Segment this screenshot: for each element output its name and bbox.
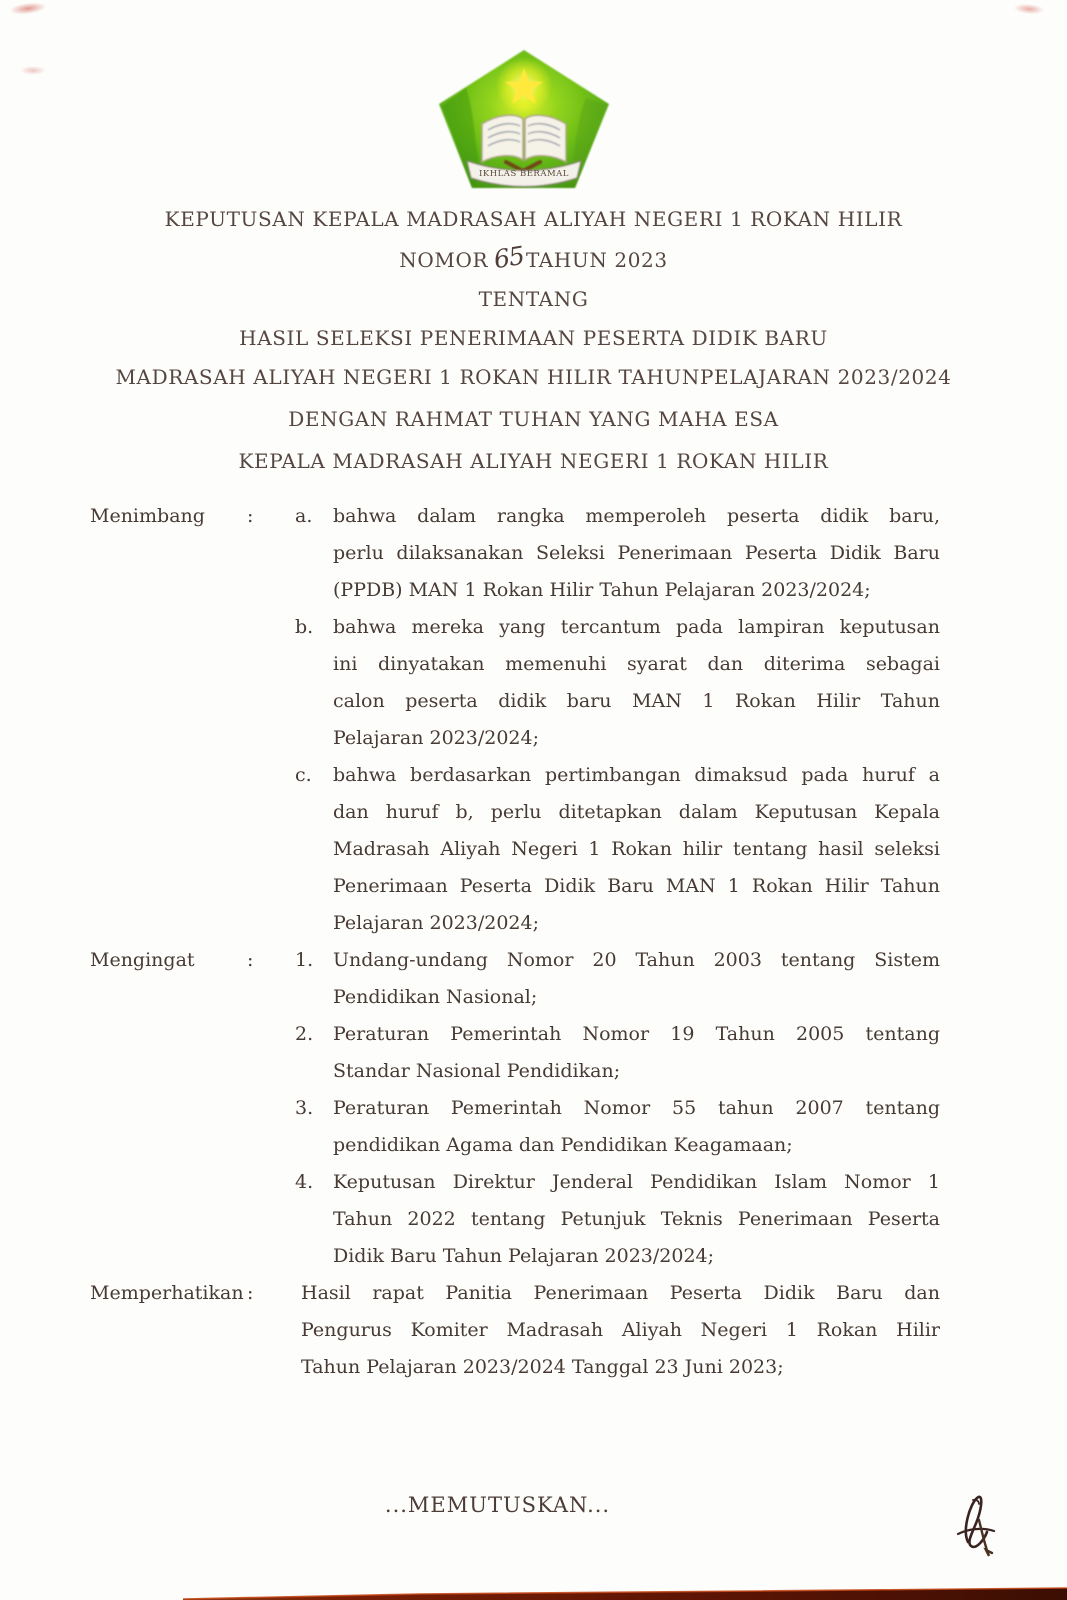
nomor-prefix: NOMOR xyxy=(399,248,489,272)
text-line: Didik Baru Tahun Pelajaran 2023/2024; xyxy=(333,1245,715,1267)
text-line: Standar Nasional Pendidikan; xyxy=(333,1060,621,1082)
scan-artifact-top-right xyxy=(1014,3,1045,16)
item-marker: 2. xyxy=(295,1023,314,1045)
item-marker: 1. xyxy=(295,949,314,971)
scan-artifact-bottom-edge xyxy=(0,1580,1067,1600)
decree-body xyxy=(0,498,1067,1386)
text-line: Peraturan Pemerintah Nomor 19 Tahun 2005 tentang xyxy=(333,1023,940,1045)
section-colon: : xyxy=(247,1282,254,1304)
text-line: Pelajaran 2023/2024; xyxy=(333,912,539,934)
tentang-heading: TENTANG xyxy=(478,287,589,311)
text-line: Undang-undang Nomor 20 Tahun 2003 tentang Sistem xyxy=(333,949,940,971)
item-marker: b. xyxy=(295,616,314,638)
text-line: perlu dilaksanakan Seleksi Penerimaan Peserta Didik Baru xyxy=(333,542,940,564)
title-block xyxy=(0,200,1067,481)
text-line: Pengurus Komiter Madrasah Aliyah Negeri 1 Rokan Hilir xyxy=(301,1319,940,1341)
item-marker: 4. xyxy=(295,1171,314,1193)
section-colon: : xyxy=(247,505,254,527)
list-item xyxy=(295,1164,940,1275)
section-label: Mengingat xyxy=(90,949,195,971)
text-line: bahwa dalam rangka memperoleh peserta didik baru, xyxy=(333,505,940,527)
list-item xyxy=(295,1090,940,1164)
invocation-line: DENGAN RAHMAT TUHAN YANG MAHA ESA xyxy=(288,407,779,431)
list-item xyxy=(295,609,940,757)
section-label: Memperhatikan xyxy=(90,1282,244,1304)
text-line: dan huruf b, perlu ditetapkan dalam Keputusan Kepala xyxy=(333,801,940,823)
text-line: Penerimaan Peserta Didik Baru MAN 1 Rokan Hilir Tahun xyxy=(333,875,940,897)
scan-artifact-top-left xyxy=(9,1,46,16)
subject-line-2: MADRASAH ALIYAH NEGERI 1 ROKAN HILIR TAHUNPELAJARAN 2023/2024 xyxy=(115,365,952,389)
text-line: Madrasah Aliyah Negeri 1 Rokan hilir tentang hasil seleksi xyxy=(333,838,940,860)
decree-title: KEPUTUSAN KEPALA MADRASAH ALIYAH NEGERI 1 ROKAN HILIR xyxy=(164,207,903,231)
text-line: (PPDB) MAN 1 Rokan Hilir Tahun Pelajaran 2023/2024; xyxy=(333,579,871,601)
ministry-logo xyxy=(436,48,612,190)
section-label: Menimbang xyxy=(90,505,205,527)
section-mengingat xyxy=(0,942,1067,1275)
section-memperhatikan xyxy=(0,1275,1067,1386)
list-item xyxy=(295,942,940,1016)
subject-line-1: HASIL SELEKSI PENERIMAAN PESERTA DIDIK BARU xyxy=(239,326,828,350)
memutuskan-heading: ...MEMUTUSKAN... xyxy=(384,1493,611,1517)
item-marker: 3. xyxy=(295,1097,314,1119)
list-item xyxy=(295,1016,940,1090)
text-line: Hasil rapat Panitia Penerimaan Peserta Didik Baru dan xyxy=(301,1282,940,1304)
ribbon-text: IKHLAS BERAMAL xyxy=(479,169,569,179)
text-line: Peraturan Pemerintah Nomor 55 tahun 2007 tentang xyxy=(333,1097,940,1119)
decree-number-line xyxy=(0,239,1067,280)
text-line: Pendidikan Nasional; xyxy=(333,986,538,1008)
text-line: bahwa mereka yang tercantum pada lampiran keputusan xyxy=(333,616,940,638)
text-line: calon peserta didik baru MAN 1 Rokan Hilir Tahun xyxy=(333,690,940,712)
text-line: ini dinyatakan memenuhi syarat dan diterima sebagai xyxy=(333,653,940,675)
text-line: Pelajaran 2023/2024; xyxy=(333,727,539,749)
list-item xyxy=(295,498,940,609)
list-item xyxy=(295,757,940,942)
text-line: pendidikan Agama dan Pendidikan Keagamaan; xyxy=(333,1134,793,1156)
section-colon: : xyxy=(247,949,254,971)
list-item xyxy=(295,1275,940,1386)
text-line: bahwa berdasarkan pertimbangan dimaksud pada huruf a xyxy=(333,764,940,786)
text-line: Tahun 2022 tentang Petunjuk Teknis Penerimaan Peserta xyxy=(333,1208,940,1230)
text-line: Keputusan Direktur Jenderal Pendidikan Islam Nomor 1 xyxy=(333,1171,940,1193)
nomor-suffix: TAHUN 2023 xyxy=(525,248,668,272)
section-menimbang xyxy=(0,498,1067,942)
issuer-line: KEPALA MADRASAH ALIYAH NEGERI 1 ROKAN HILIR xyxy=(238,449,829,473)
item-marker: a. xyxy=(295,505,313,527)
scan-artifact-left-smudge xyxy=(20,66,46,75)
text-line: Tahun Pelajaran 2023/2024 Tanggal 23 Juni 2023; xyxy=(301,1356,784,1378)
handwritten-initial xyxy=(946,1490,1002,1568)
handwritten-number: 65 xyxy=(491,240,526,275)
item-marker: c. xyxy=(295,764,312,786)
